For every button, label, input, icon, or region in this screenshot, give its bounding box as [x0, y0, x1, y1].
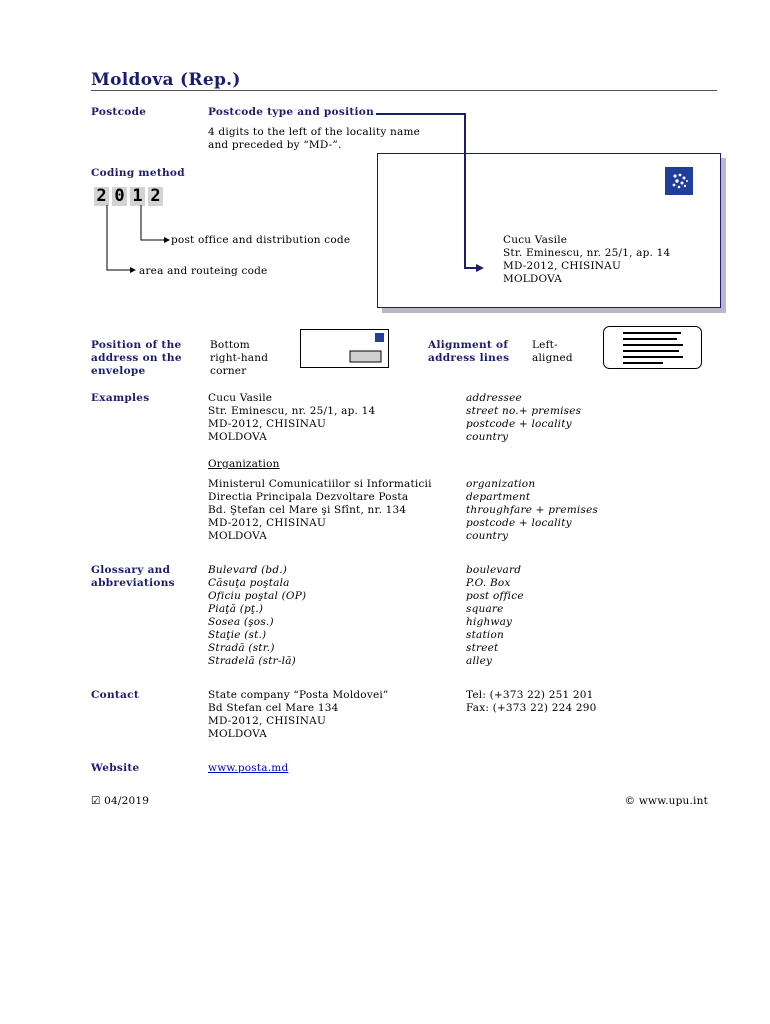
position-label — [91, 339, 182, 378]
area-arrow — [107, 205, 130, 270]
position-value-line: Bottom — [210, 339, 250, 351]
contact-address-line: MD-2012, CHISINAU — [208, 715, 327, 727]
postcode-description-line: and preceded by “MD-”. — [208, 139, 342, 151]
footer-date-text: 04/2019 — [104, 795, 150, 807]
example-address-line: MOLDOVA — [208, 530, 268, 542]
glossary-meaning: station — [466, 629, 504, 641]
glossary-term: Bulevard (bd.) — [208, 564, 288, 576]
envelope-address-line: Str. Eminescu, nr. 25/1, ap. 14 — [503, 247, 671, 259]
envelope-address-line: MOLDOVA — [503, 273, 563, 285]
example-address-line: MD-2012, CHISINAU — [208, 517, 327, 529]
alignment-value-line: aligned — [532, 352, 573, 364]
contact-fax: Fax: (+373 22) 224 290 — [466, 702, 597, 714]
contact-phones — [466, 689, 597, 715]
alignment-label — [428, 339, 509, 365]
example-address-line: MD-2012, CHISINAU — [208, 418, 327, 430]
glossary-meaning: highway — [466, 616, 513, 628]
glossary-term: Sosea (şos.) — [208, 616, 274, 628]
glossary-meaning: street — [466, 642, 499, 654]
example-legend-line: postcode + locality — [466, 517, 572, 529]
glossary-label-line: Glossary and — [91, 564, 171, 576]
postcode-label: Postcode — [91, 106, 147, 118]
contact-address-line: Bd Stefan cel Mare 134 — [208, 702, 339, 714]
glossary-term: Stradă (str.) — [208, 642, 275, 654]
example-person-legend — [466, 392, 581, 444]
glossary-meanings — [466, 564, 524, 668]
post-office-arrowhead — [164, 237, 170, 243]
envelope-address-line: MD-2012, CHISINAU — [503, 260, 622, 272]
glossary-term: Oficiu poştal (OP) — [208, 590, 307, 602]
footer-copyright: © www.upu.int — [624, 795, 708, 807]
position-value-line: corner — [210, 365, 247, 377]
organization-heading: Organization — [208, 458, 280, 470]
postcode-position-arrowhead — [476, 264, 484, 272]
position-label-line: envelope — [91, 365, 146, 377]
alignment-label-line: Alignment of — [428, 339, 509, 351]
contact-address-line: State company “Posta Moldovei” — [208, 689, 389, 701]
area-code-label: area and routeing code — [139, 265, 268, 277]
alignment-value-line: Left- — [532, 339, 558, 351]
examples-label: Examples — [91, 392, 150, 404]
website-label: Website — [91, 762, 140, 774]
example-address-line: Directia Principala Dezvoltare Posta — [208, 491, 409, 503]
area-arrowhead — [130, 267, 136, 273]
glossary-meaning: P.O. Box — [466, 577, 511, 589]
footer-date — [91, 795, 149, 808]
glossary-meaning: alley — [466, 655, 493, 667]
example-person-address — [208, 392, 375, 444]
post-office-code-label: post office and distribution code — [171, 234, 351, 246]
example-organization-legend — [466, 478, 598, 543]
contact-label: Contact — [91, 689, 139, 701]
postcode-position-arrow — [376, 114, 476, 268]
page-title: Moldova (Rep.) — [91, 70, 241, 90]
position-label-line: Position of the — [91, 339, 182, 351]
example-address-line: MOLDOVA — [208, 431, 268, 443]
alignment-label-line: address lines — [428, 352, 510, 364]
example-legend-line: throughfare + premises — [466, 504, 599, 516]
position-envelope-icon — [300, 329, 390, 369]
example-address-line: Bd. Ştefan cel Mare şi Sfînt, nr. 134 — [208, 504, 407, 516]
position-label-line: address on the — [91, 352, 182, 364]
position-value-line: right-hand — [210, 352, 269, 364]
example-legend-line: street no.+ premises — [466, 405, 582, 417]
example-address-line: Ministerul Comunicatiilor si Informaticii — [208, 478, 432, 490]
glossary-label — [91, 564, 175, 590]
glossary-meaning: boulevard — [466, 564, 522, 576]
postcode-digit: 1 — [130, 187, 145, 206]
example-legend-line: country — [466, 530, 509, 542]
glossary-terms — [208, 564, 306, 668]
glossary-term: Staţie (st.) — [208, 629, 267, 641]
example-address-line: Str. Eminescu, nr. 25/1, ap. 14 — [208, 405, 376, 417]
checkbox-icon: ☑ — [91, 795, 101, 807]
example-legend-line: country — [466, 431, 509, 443]
example-legend-line: postcode + locality — [466, 418, 572, 430]
glossary-term: Piaţă (pţ.) — [208, 603, 264, 615]
envelope-address-line: Cucu Vasile — [503, 234, 568, 246]
contact-address-line: MOLDOVA — [208, 728, 268, 740]
contact-address — [208, 689, 389, 741]
website-link[interactable]: www.posta.md — [208, 762, 289, 774]
glossary-meaning: post office — [466, 590, 524, 602]
postcode-digit: 0 — [112, 187, 127, 206]
postcode-digit: 2 — [94, 187, 109, 206]
glossary-label-line: abbreviations — [91, 577, 175, 589]
example-organization-address — [208, 478, 432, 543]
example-address-line: Cucu Vasile — [208, 392, 273, 404]
position-value — [210, 339, 268, 378]
alignment-value — [532, 339, 573, 365]
glossary-term: Stradelă (str-lă) — [208, 655, 296, 667]
postcode-digit: 2 — [148, 187, 163, 206]
example-legend-line: department — [466, 491, 531, 503]
glossary-term: Căsuţa poştala — [208, 577, 290, 589]
postcode-type-heading: Postcode type and position — [208, 106, 375, 118]
contact-tel: Tel: (+373 22) 251 201 — [466, 689, 594, 701]
glossary-meaning: square — [466, 603, 504, 615]
coding-method-label: Coding method — [91, 167, 185, 179]
post-office-arrow — [141, 205, 164, 240]
left-aligned-lines-icon — [603, 326, 703, 370]
postcode-description-line: 4 digits to the left of the locality name — [208, 126, 421, 138]
example-legend-line: addressee — [466, 392, 522, 404]
example-legend-line: organization — [466, 478, 536, 490]
